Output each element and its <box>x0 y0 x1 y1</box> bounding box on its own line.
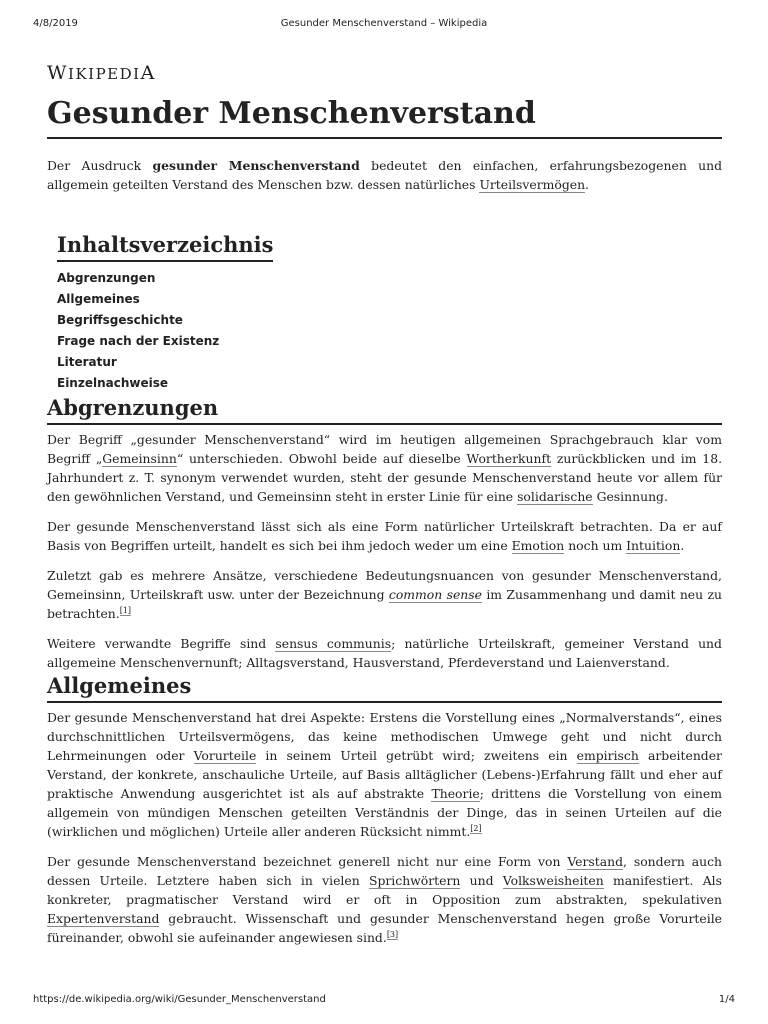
section-heading-abgrenzungen: Abgrenzungen <box>47 394 722 425</box>
print-title: Gesunder Menschenverstand – Wikipedia <box>280 18 488 29</box>
link-solidarische[interactable]: solidarische <box>517 489 593 504</box>
toc-item-abgrenzungen[interactable]: Abgrenzungen <box>57 271 156 285</box>
table-of-contents <box>57 232 722 394</box>
link-sprichwoertern[interactable]: Sprichwörtern <box>368 873 461 888</box>
page-title: Gesunder Menschenverstand <box>47 95 722 139</box>
wikipedia-wordmark[interactable]: WIKIPEDIA <box>47 62 156 84</box>
link-emotion[interactable]: Emotion <box>511 538 565 553</box>
paragraph-allgemeines-1: Der gesunde Menschenverstand hat drei Aspekte: Erstens die Vorstellung eines „Normalverstands“, eines durchschnittlichen Urteilsvermögens, das keine methodischen Umwege geht und nicht durch Lehrmeinungen oder Vorurteile in seinem Urteil getrübt wird; zweitens ein empirisch arbeitender Verstand, der konkrete, anschauliche Urteile, auf Basis alltäglicher (Lebens-)Erfahrung fällt und eher auf praktische Anwendung ausgerichtet ist als auf abstrakte Theorie; drittens die Vorstellung von einem allgemein von mündigen Menschen geteilten Verständnis der Dinge, das in seinen Urteilen auf die (wirklichen und möglichen) Urteile aller anderen Rücksicht nimmt.[2] <box>47 710 722 839</box>
link-vorurteile[interactable]: Vorurteile <box>193 748 257 763</box>
section-heading-allgemeines: Allgemeines <box>47 672 722 703</box>
lead-paragraph: Der Ausdruck gesunder Menschenverstand bedeutet den einfachen, erfahrungsbezogenen und allgemein geteilten Verstand des Menschen bzw. dessen natürliches Urteilsvermögen. <box>47 158 723 192</box>
toc-item-allgemeines[interactable]: Allgemeines <box>57 292 140 306</box>
toc-item-frage-nach-der-existenz[interactable]: Frage nach der Existenz <box>57 334 220 348</box>
link-intuition[interactable]: Intuition <box>626 538 681 553</box>
toc-list <box>57 268 722 394</box>
print-url: https://de.wikipedia.org/wiki/Gesunder_Menschenverstand <box>33 994 326 1005</box>
toc-item-begriffsgeschichte[interactable]: Begriffsgeschichte <box>57 313 183 327</box>
link-expertenverstand[interactable]: Expertenverstand <box>47 911 160 926</box>
reference-3[interactable]: [3] <box>386 930 399 939</box>
paragraph-allgemeines-2: Der gesunde Menschenverstand bezeichnet generell nicht nur eine Form von Verstand, sondern auch dessen Urteile. Letztere haben sich in vielen Sprichwörtern und Volksweisheiten manifestiert. Als konkreter, pragmatischer Verstand wird er oft in Opposition zum abstrakten, spekulativen Expertenverstand gebraucht. Wissenschaft und gesunder Menschenverstand hegen große Vorurteile füreinander, obwohl sie aufeinander angewiesen sind.[3] <box>47 854 722 945</box>
link-sensus-communis[interactable]: sensus communis <box>275 636 392 651</box>
print-date: 4/8/2019 <box>33 18 78 29</box>
paragraph-abgrenzungen-4: Weitere verwandte Begriffe sind sensus communis; natürliche Urteilskraft, gemeiner Verstand und allgemeine Menschenvernunft; Alltagsverstand, Hausverstand, Pferdeverstand und Laienverstand. <box>47 636 722 670</box>
print-header <box>0 18 768 32</box>
reference-2[interactable]: [2] <box>470 824 482 833</box>
link-wortherkunft[interactable]: Wortherkunft <box>466 451 552 466</box>
link-empirisch[interactable]: empirisch <box>576 748 639 763</box>
link-verstand[interactable]: Verstand <box>567 854 624 869</box>
link-theorie[interactable]: Theorie <box>431 786 480 801</box>
toc-item-literatur[interactable]: Literatur <box>57 355 117 369</box>
link-gemeinsinn[interactable]: Gemeinsinn <box>102 451 177 466</box>
paragraph-abgrenzungen-1: Der Begriff „gesunder Menschenverstand“ wird im heutigen allgemeinen Sprachgebrauch klar vom Begriff „Gemeinsinn“ unterschieden. Obwohl beide auf dieselbe Wortherkunft zurückblicken und im 18. Jahrhundert z. T. synonym verwendet wurden, steht der gesunde Menschenverstand heute vor allem für den gewöhnlichen Verstand, und Gemeinsinn steht in erster Linie für eine solidarische Gesinnung. <box>47 432 723 504</box>
print-footer <box>0 994 768 1008</box>
link-volksweisheiten[interactable]: Volksweisheiten <box>502 873 604 888</box>
paragraph-abgrenzungen-3: Zuletzt gab es mehrere Ansätze, verschiedene Bedeutungsnuancen von gesunder Menschenverstand, Gemeinsinn, Urteilskraft usw. unter der Bezeichnung common sense im Zusammenhang und damit neu zu betrachten.[1] <box>47 568 722 621</box>
reference-1[interactable]: [1] <box>119 606 132 615</box>
link-common-sense[interactable]: common sense <box>388 587 482 602</box>
article-content <box>47 60 722 947</box>
toc-title: Inhaltsverzeichnis <box>57 232 273 262</box>
print-page-number: 1/4 <box>718 994 735 1005</box>
link-urteilsvermoegen[interactable]: Urteilsvermögen <box>479 177 586 192</box>
paragraph-abgrenzungen-2: Der gesunde Menschenverstand lässt sich als eine Form natürlicher Urteilskraft betrachten. Da er auf Basis von Begriffen urteilt, handelt es sich bei ihm jedoch weder um eine Emotion noch um Intuition. <box>47 519 722 553</box>
toc-item-einzelnachweise[interactable]: Einzelnachweise <box>57 376 169 390</box>
